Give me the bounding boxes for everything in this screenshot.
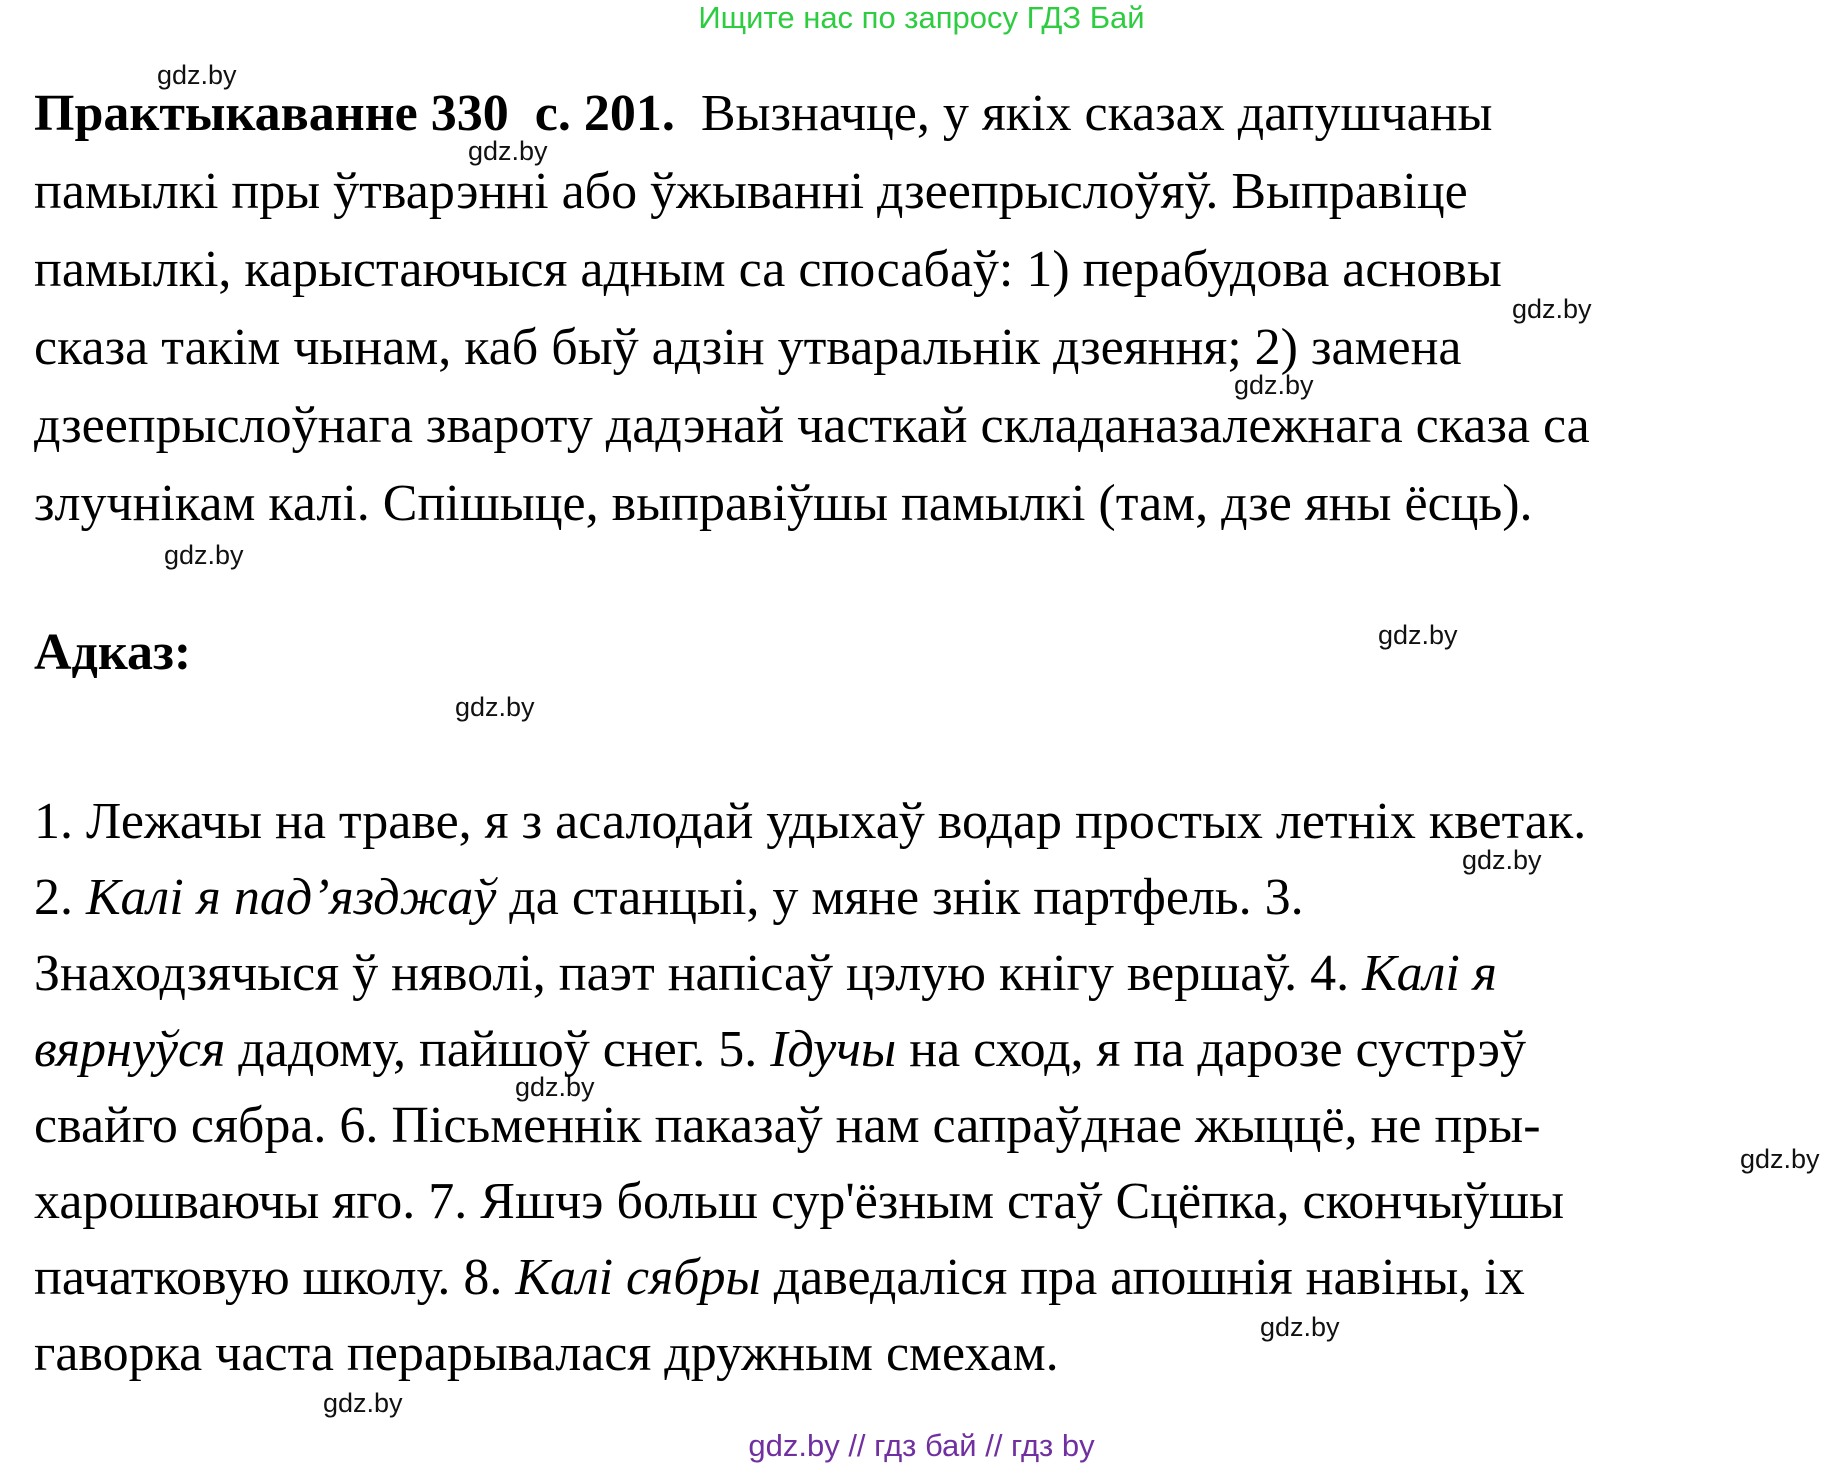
watermark: gdz.by <box>1740 1144 1820 1174</box>
answer-line <box>34 1096 1541 1156</box>
answer-line <box>34 1172 1564 1232</box>
task-line-5: дзеепрыслоўнага звароту дадэнай часткай складаназалежнага сказа са <box>34 397 1590 454</box>
task-line-1 <box>34 84 1492 144</box>
answer-text-run: пачатковую школу. 8. <box>34 1249 516 1306</box>
answer-text-run: 2. <box>34 869 86 926</box>
answer-text-run: свайго сябра. 6. Пісьменнік паказаў нам сапраўднае жыццё, не пры- <box>34 1097 1541 1154</box>
answer-italic-run: Калі я пад’язджаў <box>86 869 497 926</box>
answer-text-run: Знаходзячыся ў няволі, паэт напісаў цэлую кнігу вершаў. 4. <box>34 945 1363 1002</box>
answer-text-run: дадому, пайшоў снег. 5. <box>225 1021 771 1078</box>
task-line-2: памылкі пры ўтварэнні або ўжыванні дзеепрыслоўяў. Выправіце <box>34 163 1468 220</box>
watermark: gdz.by <box>1234 370 1314 400</box>
task-line-4: сказа такім чынам, каб быў адзін утваральнік дзеяння; 2) замена <box>34 319 1462 376</box>
answer-line <box>34 792 1586 852</box>
answer-line <box>34 1324 1059 1384</box>
answer-italic-run: Калі сябры <box>515 1249 761 1306</box>
answer-line <box>34 1248 1525 1308</box>
watermark: gdz.by <box>468 136 548 166</box>
answer-text-run: даведаліся пра апошнія навіны, іх <box>760 1249 1525 1306</box>
watermark: gdz.by <box>1512 294 1592 324</box>
watermark: gdz.by <box>164 540 244 570</box>
answer-text-run: да станцыі, у мяне знік партфель. 3. <box>496 869 1304 926</box>
task-line-3: памылкі, карыстаючыся адным са спосабаў: 1) перабудова асновы <box>34 241 1502 298</box>
answer-title: Адказ: <box>34 624 192 681</box>
answer-line <box>34 1020 1526 1080</box>
task-text: Вызначце, у якіх сказах дапушчаны <box>700 85 1493 142</box>
watermark: gdz.by <box>323 1388 403 1418</box>
task-label: Практыкаванне 330 <box>34 85 509 142</box>
watermark: gdz.by <box>157 60 237 90</box>
watermark: gdz.by <box>515 1072 595 1102</box>
top-banner: Ищите нас по запросу ГДЗ Бай <box>698 0 1145 35</box>
footer-links: gdz.by // гдз бай // гдз by <box>748 1428 1095 1463</box>
answer-text-run: гаворка часта перарывалася дружным смехам. <box>34 1325 1059 1382</box>
watermark: gdz.by <box>1378 620 1458 650</box>
watermark: gdz.by <box>455 692 535 722</box>
answer-text-run: на сход, я па дарозе сустрэў <box>896 1021 1526 1078</box>
watermark: gdz.by <box>1462 845 1542 875</box>
watermark: gdz.by <box>1260 1312 1340 1342</box>
answer-line <box>34 868 1304 928</box>
answer-italic-run: Калі я <box>1362 945 1497 1002</box>
answer-italic-run: Ідучы <box>770 1021 897 1078</box>
answer-text-run: харошваючы яго. 7. Яшчэ больш сур'ёзным стаў Сцёпка, скончыўшы <box>34 1173 1565 1230</box>
task-line-6: злучнікам калі. Спішыце, выправіўшы памылкі (там, дзе яны ёсць). <box>34 475 1533 532</box>
answer-text-run: 1. Лежачы на траве, я з асалодай удыхаў водар простых летніх кветак. <box>34 793 1587 850</box>
answer-line <box>34 944 1497 1004</box>
task-page: с. 201. <box>534 85 675 142</box>
answer-italic-run: вярнуўся <box>34 1021 226 1078</box>
